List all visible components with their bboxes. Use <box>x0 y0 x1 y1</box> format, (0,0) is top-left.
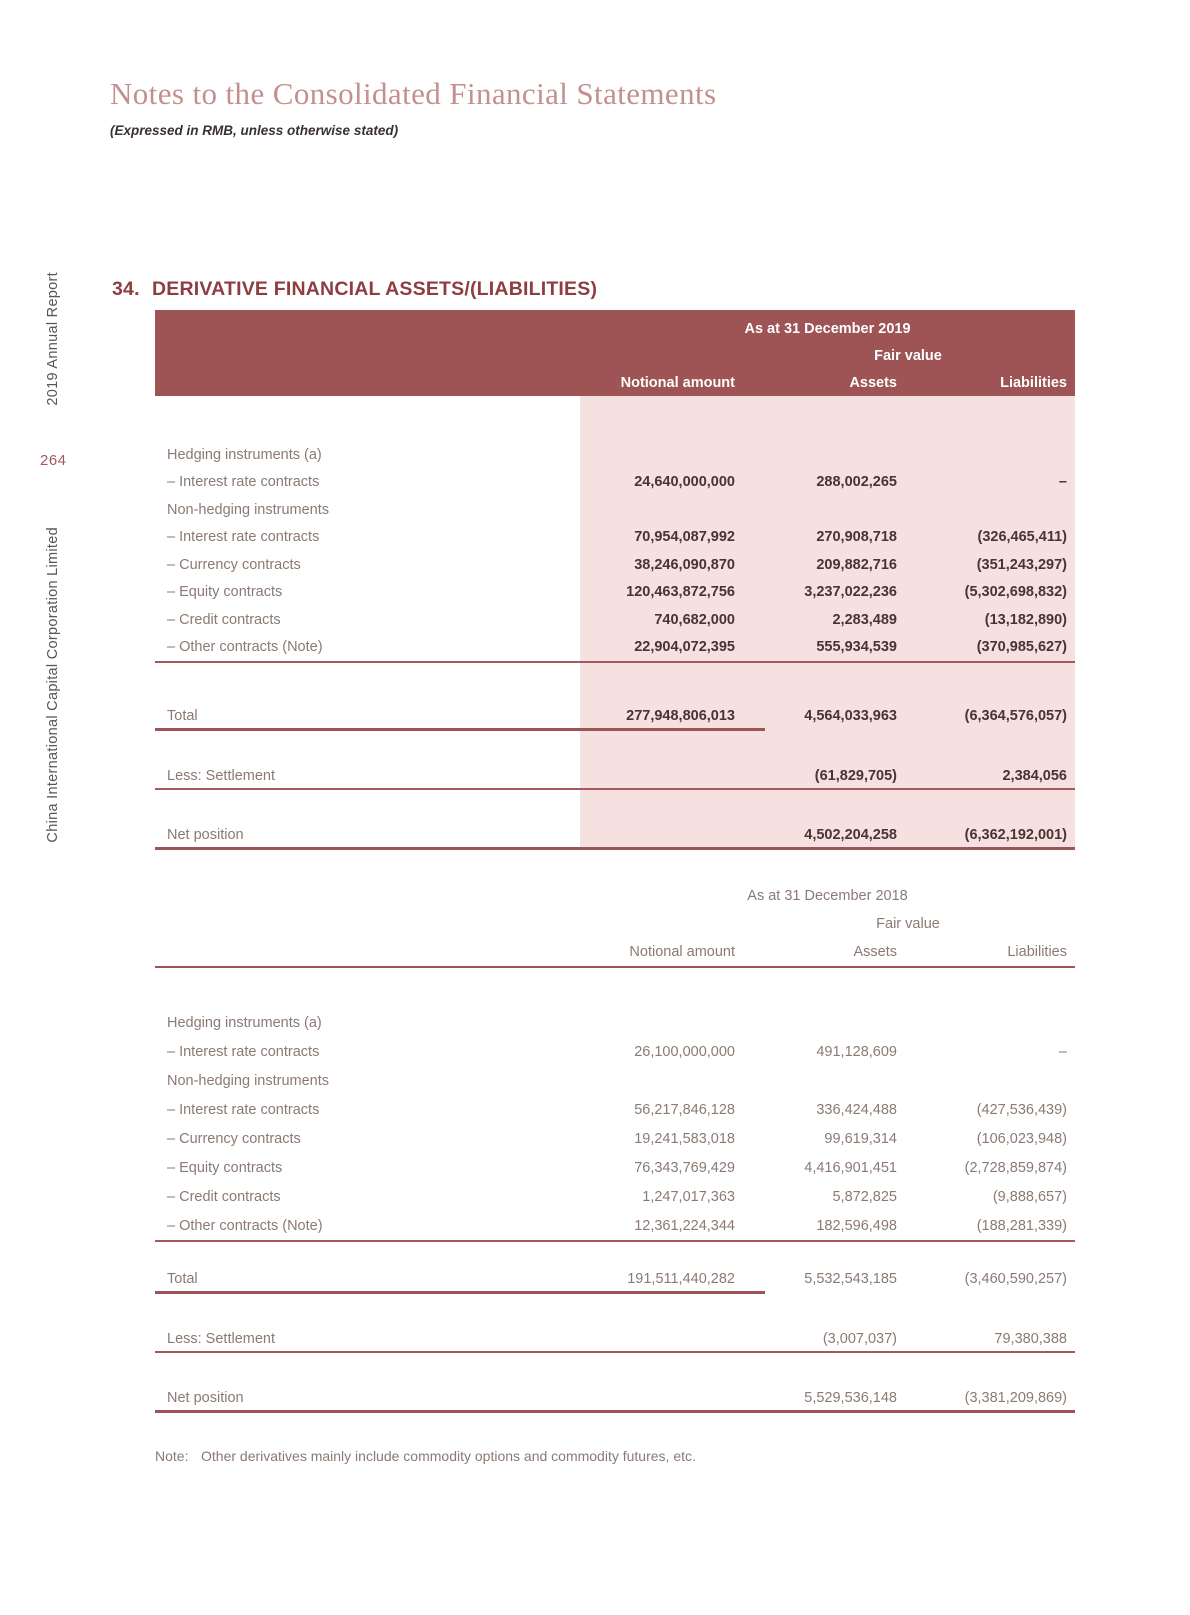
document-subtitle: (Expressed in RMB, unless otherwise stated) <box>110 123 399 138</box>
cell-assets: 4,502,204,258 <box>804 826 897 843</box>
cell-assets: 2,283,489 <box>832 611 897 628</box>
sidebar-report-title: 2019 Annual Report <box>45 272 61 406</box>
cell-liabilities: (5,302,698,832) <box>964 584 1067 601</box>
cell-notional: 1,247,017,363 <box>642 1188 735 1205</box>
cell-assets: 5,532,543,185 <box>804 1270 897 1287</box>
table-row <box>155 496 1075 524</box>
cell-assets: 5,529,536,148 <box>804 1389 897 1406</box>
spacer <box>155 1294 1075 1326</box>
row-label: – Currency contracts <box>167 556 301 573</box>
row-label: Non-hedging instruments <box>167 501 330 518</box>
cell-assets: 4,416,901,451 <box>804 1159 897 1176</box>
cell-liabilities: 2,384,056 <box>1002 767 1067 784</box>
row-label: – Other contracts (Note) <box>167 639 323 656</box>
cell-notional: 56,217,846,128 <box>634 1101 735 1118</box>
row-label: – Interest rate contracts <box>167 474 320 491</box>
cell-liabilities: (3,381,209,869) <box>964 1389 1067 1406</box>
cell-assets: 491,128,609 <box>816 1043 897 1060</box>
row-label: – Equity contracts <box>167 584 283 601</box>
cell-assets: (3,007,037) <box>822 1330 897 1347</box>
cell-liabilities: (2,728,859,874) <box>964 1159 1067 1176</box>
cell-assets: 5,872,825 <box>832 1188 897 1205</box>
less-settlement-row <box>155 1326 1075 1351</box>
cell-notional: 22,904,072,395 <box>634 639 735 656</box>
row-label: Less: Settlement <box>167 1330 275 1347</box>
cell-liabilities: (6,362,192,001) <box>964 826 1067 843</box>
cell-liabilities: (9,888,657) <box>992 1188 1067 1205</box>
spacer <box>155 731 1075 763</box>
cell-liabilities: – <box>1058 1043 1067 1060</box>
cell-notional: 120,463,872,756 <box>626 584 735 601</box>
column-header-assets: Assets <box>849 374 897 391</box>
table-row <box>155 1182 1075 1211</box>
cell-assets: 4,564,033,963 <box>804 707 897 724</box>
row-label: – Credit contracts <box>167 611 281 628</box>
row-label: – Credit contracts <box>167 1188 281 1205</box>
table-row <box>155 524 1075 552</box>
table-row <box>155 606 1075 634</box>
column-header-liabilities: Liabilities <box>1000 374 1067 391</box>
column-header-notional: Notional amount <box>629 944 735 960</box>
fair-value-header: Fair value <box>876 916 940 932</box>
row-label: – Equity contracts <box>167 1159 283 1176</box>
column-header-notional: Notional amount <box>620 374 735 391</box>
cell-assets: 555,934,539 <box>816 639 897 656</box>
table-row <box>155 551 1075 579</box>
row-label: Less: Settlement <box>167 767 275 784</box>
rule-bottom <box>155 1410 1075 1413</box>
table-2019-header <box>155 310 1075 396</box>
row-label: Total <box>167 707 198 724</box>
cell-liabilities: (326,465,411) <box>977 529 1067 546</box>
footnote-text: Other derivatives mainly include commodity options and commodity futures, etc. <box>201 1448 696 1464</box>
sidebar-company-name: China International Capital Corporation Limited <box>45 527 61 843</box>
table-row <box>155 579 1075 607</box>
row-label: Net position <box>167 1389 244 1406</box>
table-row <box>155 1153 1075 1182</box>
table-row <box>155 634 1075 662</box>
table-row <box>155 1066 1075 1095</box>
cell-assets: 99,619,314 <box>824 1130 897 1147</box>
net-position-row <box>155 1385 1075 1410</box>
table-2018-header <box>155 882 1075 968</box>
cell-assets: 209,882,716 <box>816 556 897 573</box>
cell-notional: 26,100,000,000 <box>634 1043 735 1060</box>
period-header: As at 31 December 2018 <box>747 888 908 904</box>
spacer <box>155 968 1075 1008</box>
cell-liabilities: 79,380,388 <box>994 1330 1067 1347</box>
row-label: – Interest rate contracts <box>167 1101 320 1118</box>
cell-assets: 336,424,488 <box>816 1101 897 1118</box>
spacer <box>155 396 1075 441</box>
row-label: Total <box>167 1270 198 1287</box>
cell-notional: 277,948,806,013 <box>626 707 735 724</box>
section-heading <box>112 278 597 301</box>
period-header: As at 31 December 2019 <box>744 320 911 337</box>
cell-assets: 270,908,718 <box>816 529 897 546</box>
table-row <box>155 441 1075 469</box>
spacer <box>155 663 1075 703</box>
cell-notional: 191,511,440,282 <box>627 1270 735 1287</box>
table-row <box>155 1211 1075 1240</box>
row-label: Hedging instruments (a) <box>167 446 322 463</box>
table-2019-body <box>155 396 1075 850</box>
spacer <box>155 790 1075 822</box>
footnote-label: Note: <box>155 1448 189 1464</box>
cell-notional: 12,361,224,344 <box>634 1217 735 1234</box>
cell-assets: 182,596,498 <box>816 1217 897 1234</box>
row-label: – Interest rate contracts <box>167 1043 320 1060</box>
cell-liabilities: (106,023,948) <box>976 1130 1067 1147</box>
table-row <box>155 1124 1075 1153</box>
cell-notional: 24,640,000,000 <box>634 474 735 491</box>
cell-liabilities: (13,182,890) <box>984 611 1067 628</box>
table-row <box>155 1008 1075 1037</box>
table-row <box>155 1037 1075 1066</box>
row-label: Hedging instruments (a) <box>167 1014 322 1031</box>
section-number: 34. <box>112 278 140 300</box>
less-settlement-row <box>155 763 1075 788</box>
row-label: – Other contracts (Note) <box>167 1217 323 1234</box>
cell-liabilities: – <box>1058 474 1067 491</box>
cell-notional: 70,954,087,992 <box>634 529 735 546</box>
cell-notional: 740,682,000 <box>654 611 735 628</box>
cell-assets: (61,829,705) <box>814 767 897 784</box>
table-2019 <box>155 310 1075 850</box>
rule-bottom <box>155 847 1075 850</box>
fair-value-header: Fair value <box>874 347 942 364</box>
net-position-row <box>155 822 1075 847</box>
row-label: – Interest rate contracts <box>167 529 320 546</box>
row-label: Net position <box>167 826 244 843</box>
cell-liabilities: (370,985,627) <box>976 639 1067 656</box>
cell-assets: 3,237,022,236 <box>804 584 897 601</box>
cell-liabilities: (427,536,439) <box>976 1101 1067 1118</box>
row-label: – Currency contracts <box>167 1130 301 1147</box>
row-label: Non-hedging instruments <box>167 1072 330 1089</box>
table-2018-body <box>155 968 1075 1413</box>
cell-liabilities: (3,460,590,257) <box>964 1270 1067 1287</box>
cell-notional: 38,246,090,870 <box>634 556 735 573</box>
column-header-liabilities: Liabilities <box>1007 944 1067 960</box>
spacer <box>155 1242 1075 1266</box>
page-number: 264 <box>40 452 67 469</box>
section-title: DERIVATIVE FINANCIAL ASSETS/(LIABILITIES) <box>152 278 598 300</box>
table-2018 <box>155 882 1075 1413</box>
column-header-assets: Assets <box>853 944 897 960</box>
document-title: Notes to the Consolidated Financial Statements <box>110 76 717 111</box>
total-row <box>155 1266 1075 1291</box>
cell-liabilities: (6,364,576,057) <box>964 707 1067 724</box>
footnote <box>155 1448 696 1464</box>
table-row <box>155 1095 1075 1124</box>
cell-liabilities: (351,243,297) <box>976 556 1067 573</box>
table-row <box>155 469 1075 497</box>
cell-notional: 19,241,583,018 <box>634 1130 735 1147</box>
cell-assets: 288,002,265 <box>816 474 897 491</box>
total-row <box>155 703 1075 728</box>
cell-notional: 76,343,769,429 <box>634 1159 735 1176</box>
spacer <box>155 1353 1075 1385</box>
cell-liabilities: (188,281,339) <box>976 1217 1067 1234</box>
